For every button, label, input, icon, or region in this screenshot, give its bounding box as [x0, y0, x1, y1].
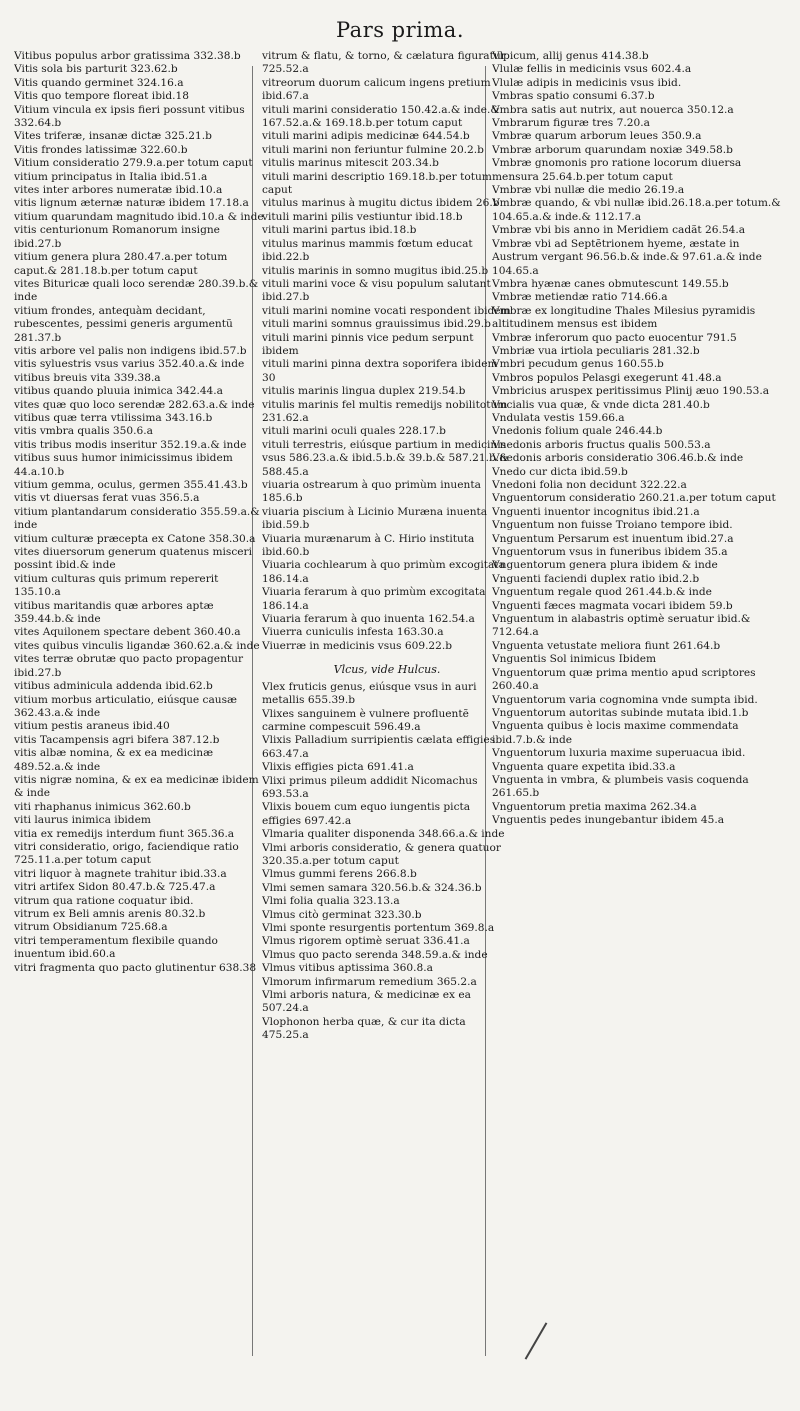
index-entry: Vnedoni folia non decidunt 322.22.a [492, 479, 687, 491]
index-entry: Vmbræ vbi bis anno in Meridiem cadãt 26.54.a [492, 224, 746, 237]
index-entry: Vlixi primus pileum addidit Nicomachus 693.53.a [262, 774, 478, 800]
index-entry: vitium pestis araneus ibid.40 [14, 720, 170, 733]
index-entry: viti rhaphanus inimicus 362.60.b [14, 800, 191, 813]
index-entry: Vmbræ gnomonis pro ratione locorum diuersa mensura 25.64.b.per totum caput [492, 157, 742, 183]
index-entry: Vlmus rigorem optimè seruat 336.41.a [262, 935, 470, 948]
index-column-2-bottom [262, 681, 512, 1043]
index-entry: Vnguentum regale quod 261.44.b.& inde [492, 586, 712, 599]
index-entry: Vmbrarum figuræ tres 7.20.a [492, 117, 650, 130]
index-column-2-top [262, 50, 512, 653]
index-entry: vitis tribus modis inseritur 352.19.a.& inde [14, 438, 247, 451]
index-entry: vitibus suus humor inimicissimus ibidem 44.a.10.b [14, 452, 233, 478]
index-entry: Vmbricius aruspex peritissimus Plinij æuo 190.53.a [492, 385, 770, 398]
index-entry: Vmbra satis aut nutrix, aut nouerca 350.12.a [492, 103, 734, 116]
index-entry: vitium culturæ præcepta ex Catone 358.30.a [14, 532, 256, 545]
index-entry: vitulus marinus à mugitu dictus ibidem 26.b [262, 197, 500, 210]
index-entry: vitibus quando pluuia inimica 342.44.a [14, 385, 223, 398]
index-entry: vitium principatus in Italia ibid.51.a [14, 170, 208, 183]
index-entry: vitulis marinis lingua duplex 219.54.b [262, 385, 466, 398]
page-title: Pars prima. [335, 18, 464, 42]
index-entry: vites inter arbores numeratæ ibid.10.a [14, 184, 223, 197]
index-entry: Vlulæ fellis in medicinis vsus 602.4.a [492, 63, 692, 76]
index-entry: Vitis quando germinet 324.16.a [14, 76, 184, 89]
index-entry: vitis nigræ nomina, & ex ea medicinæ ibidem & inde [14, 773, 259, 800]
index-entry: Vnguentorum luxuria maxime superuacua ibid. [492, 747, 746, 760]
index-entry: Vnguenta quare expetita ibid.33.a [492, 760, 676, 773]
index-entry: Vnedonis arboris fructus qualis 500.53.a [492, 438, 711, 451]
index-entry: Vlixis Palladium surripientis cælata effigies 663.47.a [262, 734, 496, 760]
index-entry: Vlixis bouem cum equo iungentis picta effigies 697.42.a [262, 801, 471, 827]
index-entry: vituli marini oculi quales 228.17.b [262, 425, 446, 438]
index-entry: viuaria ostrearum à quo primùm inuenta 185.6.b [262, 479, 481, 505]
index-entry: vitium plantandarum consideratio 355.59.a.& inde [14, 505, 260, 532]
index-entry: vitis centurionum Romanorum insigne ibid.27.b [14, 224, 220, 250]
index-entry: Vlmus citò germinat 323.30.b [262, 908, 422, 921]
index-entry: vitia ex remedijs interdum fiunt 365.36.a [14, 827, 235, 840]
index-entry: vitri consideratio, origo, faciendique ratio 725.11.a.per totum caput [14, 840, 239, 867]
index-entry: vitium quarundam magnitudo ibid.10.a & inde [14, 210, 264, 223]
index-entry: Viuaria ferarum à quo inuenta 162.54.a [262, 613, 475, 626]
index-entry: Viuaria ferarum à quo primùm excogitata 186.14.a [262, 586, 486, 612]
index-entry: vitium culturas quis primum repererit 135.10.a [14, 572, 219, 599]
index-entry: Vnguentorum autoritas subinde mutata ibid.1.b [492, 706, 749, 719]
index-entry: Vitium vincula ex ipsis fieri possunt vitibus 332.64.b [14, 103, 245, 130]
index-entry: Vites triferæ, insanæ dictæ 325.21.b [14, 130, 212, 143]
index-entry: Vlmi arboris natura, & medicinæ ex ea 507.24.a [262, 989, 471, 1015]
index-entry: vituli marini pilis vestiuntur ibid.18.b [262, 210, 463, 223]
index-entry: vitis arbore vel palis non indigens ibid.57.b [14, 344, 247, 357]
index-entry: viti laurus inimica ibidem [14, 814, 151, 827]
index-entry: vitium frondes, antequàm decidant, rubescentes, pessimi generis argumentũ 281.37.b [14, 304, 233, 344]
index-entry: Vnguentum non fuisse Troiano tempore ibid. [492, 519, 733, 532]
index-entry: vitrum ex Beli amnis arenis 80.32.b [14, 908, 206, 920]
index-entry: vites quibus vinculis ligandæ 360.62.a.& inde [14, 639, 260, 652]
index-entry: Vmbræ vbi nullæ die medio 26.19.a [492, 184, 685, 197]
index-entry: Vitis sola bis parturit 323.62.b [14, 63, 178, 76]
index-column-3 [492, 50, 782, 1380]
index-entry: vitis syluestris vsus varius 352.40.a.& inde [14, 358, 245, 371]
index-column-2 [262, 50, 512, 1380]
index-entry: Viuerræ in medicinis vsus 609.22.b [262, 639, 453, 652]
index-entry: vites Aquilonem spectare debent 360.40.a [14, 626, 241, 639]
index-column-1 [14, 50, 264, 1380]
index-entry: vituli terrestris, eiúsque partium in medicinis vsus 586.23.a.& ibid.5.b.& 39.b.& 587.21.b.& 588.45.a [262, 438, 509, 478]
index-entry: Vlmus gummi ferens 266.8.b [262, 868, 417, 881]
index-entry: Vnguentorum quæ prima mentio apud scriptores 260.40.a [492, 666, 756, 693]
index-entry: Vmbræ arborum quarundam noxiæ 349.58.b [492, 143, 733, 156]
index-entry: Vmbræ quarum arborum leues 350.9.a [492, 130, 702, 143]
index-entry: Vlmi arboris consideratio, & genera quatuor 320.35.a.per totum caput [262, 841, 501, 867]
index-entry: Viuaria murænarum à C. Hirio instituta ibid.60.b [262, 532, 475, 559]
index-entry: Vlmi sponte resurgentis portentum 369.8.a [262, 922, 495, 934]
index-entry: Viuerra cuniculis infesta 163.30.a [262, 626, 444, 639]
index-entry: Vitium consideratio 279.9.a.per totum caput [14, 157, 253, 170]
index-entry: Vnguenta vetustate meliora fiunt 261.64.b [492, 639, 721, 652]
index-entry: vites quæ quo loco serendæ 282.63.a.& inde [14, 398, 255, 411]
index-entry: vituli marini somnus grauissimus ibid.29.b [262, 318, 491, 331]
index-entry: Vnguenta quibus è locis maxime commendata ibid.7.b.& inde [492, 720, 739, 746]
index-entry: vitibus quæ terra vtilissima 343.16.b [14, 411, 213, 424]
index-entry: Vmbræ vbi ad Septẽtrionem hyeme, æstate in Austrum vergant 96.56.b.& inde.& 97.61.a.& inde 104.65.a [492, 237, 762, 277]
index-entry: Vlmorum infirmarum remedium 365.2.a [262, 975, 477, 988]
index-entry: vitreorum duorum calicum ingens pretium ibid.67.a [262, 76, 491, 103]
index-entry: Vitis frondes latissimæ 322.60.b [14, 143, 188, 156]
index-entry: vitrum qua ratione coquatur ibid. [14, 894, 194, 907]
index-entry: Vmbræ ex longitudine Thales Milesius pyramidis altitudinem mensus est ibidem [492, 304, 756, 331]
index-entry: vitium genera plura 280.47.a.per totum caput.& 281.18.b.per totum caput [14, 251, 228, 277]
index-entry: Vnedo cur dicta ibid.59.b [492, 465, 628, 478]
index-entry: Vlmus quo pacto serenda 348.59.a.& inde [262, 948, 488, 961]
index-entry: Vlmaria qualiter disponenda 348.66.a.& inde [262, 828, 505, 841]
index-entry: Vlmi folia qualia 323.13.a [262, 895, 400, 908]
index-entry: vitri artifex Sidon 80.47.b.& 725.47.a [14, 881, 216, 894]
index-entry: vitium gemma, oculus, germen 355.41.43.b [14, 479, 248, 491]
index-entry: Vmbræ inferorum quo pacto euocentur 791.5 [492, 331, 737, 344]
index-entry: vitrum & flatu, & torno, & cælatura figuratur 725.52.a [262, 50, 506, 76]
index-entry: Vlixis effigies picta 691.41.a [262, 761, 414, 774]
index-entry: Vnguentorum consideratio 260.21.a.per totum caput [492, 492, 776, 505]
index-entry: vitis vt diuersas ferat vuas 356.5.a [14, 492, 200, 505]
index-entry: vitibus adminicula addenda ibid.62.b [14, 680, 213, 693]
index-entry: Vlmus vitibus aptissima 360.8.a [262, 962, 433, 975]
index-entry: vitibus maritandis quæ arbores aptæ 359.44.b.& inde [14, 599, 214, 626]
index-entry: vitrum Obsidianum 725.68.a [14, 921, 168, 934]
index-entry: Vnguentum in alabastris optimè seruatur ibid.& 712.64.a [492, 613, 751, 639]
index-entry: vituli marini voce & visu populum salutant ibid.27.b [262, 277, 491, 304]
index-entry: vituli marini consideratio 150.42.a.& inde.& 167.52.a.& 169.18.b.per totum caput [262, 103, 500, 130]
index-entry: Vlpicum, allij genus 414.38.b [492, 50, 649, 62]
index-entry: Vnguenta in vmbra, & plumbeis vasis coquenda 261.65.b [492, 773, 749, 800]
index-entry: Vnguentorum varia cognomina vnde sumpta ibid. [492, 693, 758, 706]
index-entry: Vmbriæ vua irtiola peculiaris 281.32.b [492, 344, 700, 357]
index-entry: vitulis marinus mitescit 203.34.b [262, 157, 439, 170]
index-entry: Vnguenti faciendi duplex ratio ibid.2.b [492, 572, 700, 585]
index-entry: Vlixes sanguinem è vulnere profluentẽ carmine compescuit 596.49.a [262, 707, 469, 733]
index-entry: vitis lignum æternæ naturæ ibidem 17.18.a [14, 197, 249, 210]
index-entry: Vmbros populos Pelasgi exegerunt 41.48.a [492, 371, 722, 384]
index-entry: Vnguenti inuentor incognitus ibid.21.a [492, 505, 700, 518]
index-entry: Vnguentorum pretia maxima 262.34.a [492, 800, 697, 813]
index-entry: vitulis marinis in somno mugitus ibid.25.b [262, 264, 489, 277]
index-entry: Vnguentis Sol inimicus Ibidem [492, 653, 657, 666]
index-entry: vituli marini descriptio 169.18.b.per totum caput [262, 170, 492, 197]
index-entry: vites diuersorum generum quatenus misceri possint ibid.& inde [14, 546, 253, 572]
index-entry: Vncialis vua quæ, & vnde dicta 281.40.b [492, 398, 710, 411]
section-heading: Vlcus, vide Hulcus. [333, 663, 441, 677]
index-entry: Vnguentum Persarum est inuentum ibid.27.a [492, 532, 734, 545]
index-entry: vituli marini partus ibid.18.b [262, 224, 417, 237]
index-entry: Vmbra hyænæ canes obmutescunt 149.55.b [492, 277, 729, 290]
index-entry: Vnguentis pedes inungebantur ibidem 45.a [492, 814, 725, 827]
index-entry: vitis albæ nomina, & ex ea medicinæ 489.52.a.& inde [14, 747, 214, 773]
index-entry: vituli marini pinnis vice pedum serpunt ibidem [262, 331, 474, 357]
index-entry: vites terræ obrutæ quo pacto propagentur ibid.27.b [14, 653, 244, 679]
index-entry: Vlmi semen samara 320.56.b.& 324.36.b [262, 881, 482, 894]
index-entry: vitri liquor à magnete trahitur ibid.33.a [14, 867, 227, 880]
index-entry: vituli marini non feriuntur fulmine 20.2.b [262, 143, 484, 156]
index-entry: vituli marini pinna dextra soporifera ibidem 30 [262, 358, 498, 384]
index-entry: Vmbræ quando, & vbi nullæ ibid.26.18.a.per totum.& 104.65.a.& inde.& 112.17.a [492, 197, 781, 223]
index-entry: Vnguentorum genera plura ibidem & inde [492, 559, 718, 572]
index-entry: vitri temperamentum flexibile quando inuentum ibid.60.a [14, 934, 218, 961]
index-entry: Vnedonis arboris consideratio 306.46.b.& inde [492, 452, 744, 465]
index-entry: Viuaria cochlearum à quo primùm excogitata 186.14.a [262, 559, 505, 585]
index-entry: Vmbras spatio consumi 6.37.b [492, 90, 655, 103]
index-entry: vituli marini nomine vocati respondent ibidem [262, 304, 511, 317]
index-entry: vitis vmbra qualis 350.6.a [14, 425, 153, 438]
index-entry: Vitis quo tempore floreat ibid.18 [14, 90, 189, 103]
index-entry: Vitibus populus arbor gratissima 332.38.b [14, 50, 241, 62]
index-entry: vitis Tacampensis agri bifera 387.12.b [14, 733, 220, 746]
index-entry: vites Bituricæ quali loco serendæ 280.39.b.& inde [14, 277, 259, 304]
index-entry: Vlex fruticis genus, eiúsque vsus in auri metallis 655.39.b [262, 680, 477, 707]
index-entry: Vlophonon herba quæ, & cur ita dicta 475.25.a [262, 1015, 466, 1042]
index-entry: Vnguentorum vsus in funeribus ibidem 35.a [492, 546, 728, 559]
index-entry: vitulis marinis fel multis remedijs nobilitotum 231.62.a [262, 398, 508, 424]
index-entry: vitibus breuis vita 339.38.a [14, 371, 161, 384]
index-entry: Vnguenti fæces magmata vocari ibidem 59.b [492, 599, 733, 612]
index-entry: vitulus marinus mammis fœtum educat ibid.22.b [262, 237, 473, 264]
index-entry: viuaria piscium à Licinio Muræna inuenta ibid.59.b [262, 505, 488, 532]
index-entry: Vlulæ adipis in medicinis vsus ibid. [492, 76, 682, 89]
index-entry: Vmbri pecudum genus 160.55.b [492, 358, 664, 371]
index-entry: Vnedonis folium quale 246.44.b [492, 425, 663, 438]
index-entry: vitri fragmenta quo pacto glutinentur 638.38 [14, 961, 257, 974]
index-entry: Vmbræ metiendæ ratio 714.66.a [492, 291, 668, 304]
index-entry: vituli marini adipis medicinæ 644.54.b [262, 130, 470, 143]
index-entry: vitium morbus articulatio, eiúsque causæ 362.43.a.& inde [14, 693, 238, 719]
index-entry: Vndulata vestis 159.66.a [492, 411, 625, 424]
